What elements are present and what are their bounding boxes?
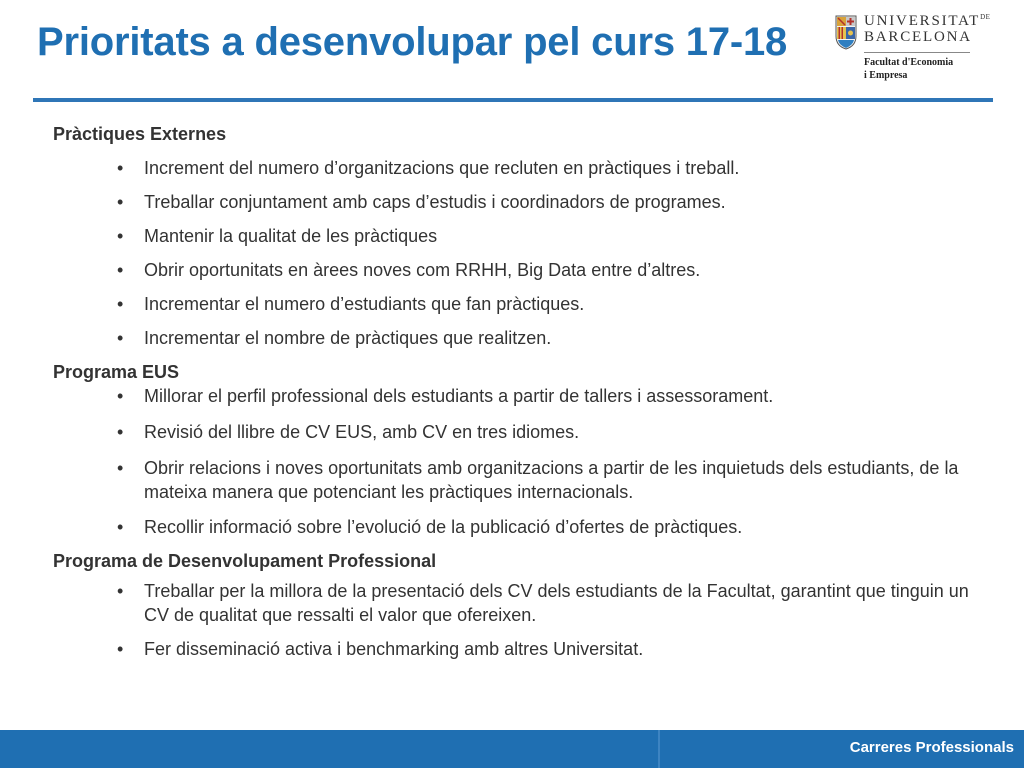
title-divider xyxy=(33,98,993,102)
bullet-icon: • xyxy=(117,422,124,442)
list-item: • Treballar conjuntament amb caps d’estudis i coordinadors de programes. xyxy=(117,192,726,212)
section-heading-eus: Programa EUS xyxy=(53,362,180,382)
bullet-icon: • xyxy=(117,328,124,348)
footer-divider xyxy=(658,730,660,768)
bullet-icon: • xyxy=(117,158,124,178)
list-item: • Incrementar el numero d’estudiants que fan pràctiques. xyxy=(117,294,585,314)
bullet-icon: • xyxy=(117,639,124,659)
list-item: • Obrir relacions i noves oportunitats amb organitzacions a partir de les inquietuds dels estudiants, de la mateixa manera que potenciant les pràctiques internacionals. xyxy=(117,458,959,502)
bullet-icon: • xyxy=(117,192,124,212)
section-heading-practiques: Pràctiques Externes xyxy=(53,124,227,144)
bullet-icon: • xyxy=(117,294,124,314)
bullet-icon: • xyxy=(117,386,124,406)
university-crest-icon xyxy=(834,14,858,50)
bullet-icon: • xyxy=(117,458,124,478)
faculty-name-line1: Facultat d'Economia xyxy=(864,57,954,68)
bullet-icon: • xyxy=(117,517,124,537)
footer-label: Carreres Professionals xyxy=(849,739,1014,756)
list-item: • Revisió del llibre de CV EUS, amb CV en tres idiomes. xyxy=(117,422,580,442)
university-logo xyxy=(834,12,994,88)
list-item: • Mantenir la qualitat de les pràctiques xyxy=(117,226,438,246)
logo-divider xyxy=(864,52,970,53)
list-item: • Millorar el perfil professional dels estudiants a partir de tallers i assessorament. xyxy=(117,386,774,406)
university-name-line1: $UNIVERSITAT^{DE}$ xyxy=(864,13,991,29)
university-name-line2: BARCELONA xyxy=(864,29,972,45)
faculty-name-line2: i Empresa xyxy=(864,70,908,81)
list-item: • Obrir oportunitats en àrees noves com RRHH, Big Data entre d’altres. xyxy=(117,260,701,280)
slide-title: Prioritats a desenvolupar pel curs 17-18 xyxy=(37,20,788,64)
list-item: • Fer disseminació activa i benchmarking amb altres Universitat. xyxy=(117,639,644,659)
bullet-icon: • xyxy=(117,581,124,601)
footer-bar xyxy=(0,730,1024,768)
bullet-icon: • xyxy=(117,226,124,246)
bullet-icon: • xyxy=(117,260,124,280)
list-item: • Recollir informació sobre l’evolució de la publicació d’ofertes de pràctiques. xyxy=(117,517,743,537)
slide-content xyxy=(53,120,983,661)
list-item: • Incrementar el nombre de pràctiques que realitzen. xyxy=(117,328,552,348)
list-item: • Treballar per la millora de la presentació dels CV dels estudiants de la Facultat, garantint que tinguin un CV de qualitat que ressalti el valor que ofereixen. xyxy=(117,581,969,625)
list-item: • Increment del numero d’organitzacions que recluten en pràctiques i treball. xyxy=(117,158,740,178)
section-heading-desenvolupament: Programa de Desenvolupament Professional xyxy=(53,551,437,571)
